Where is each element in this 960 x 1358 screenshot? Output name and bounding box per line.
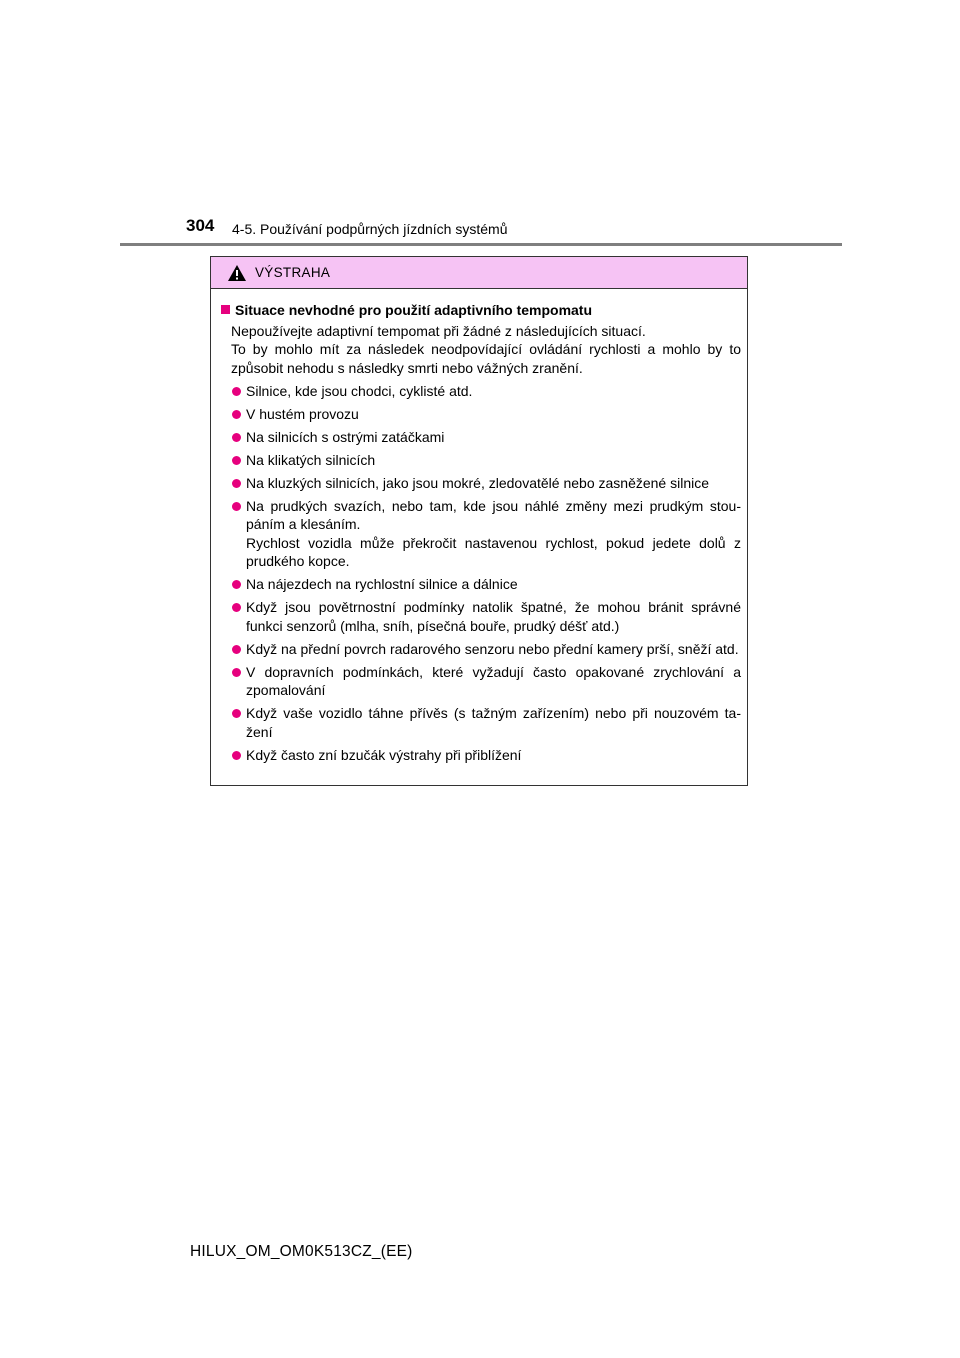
list-item (221, 663, 741, 700)
intro-paragraph (221, 322, 741, 378)
bullet-dot-icon (232, 387, 241, 396)
list-item-text: Když vaše vozidlo táhne přívěs (s tažným zařízením) nebo při nouzovém ta-žení (246, 705, 741, 740)
bullet-dot-icon (232, 479, 241, 488)
bullet-dot-icon (232, 751, 241, 760)
intro-line: Nepoužívejte adaptivní tempomat při žádné z následujících situací. (231, 322, 646, 339)
list-item-text: Na nájezdech na rychlostní silnice a dálnice (246, 576, 518, 592)
list-item-text: Na silnicích s ostrými zatáčkami (246, 428, 445, 445)
list-item (221, 746, 741, 765)
section-title: 4-5. Používání podpůrných jízdních systémů (232, 221, 508, 237)
warning-body (211, 289, 747, 764)
subheading-text: Situace nevhodné pro použití adaptivního tempomatu (235, 302, 593, 318)
list-item-text: Na kluzkých silnicích, jako jsou mokré, zledovatělé nebo zasněžené silnice (246, 474, 710, 491)
list-item (221, 704, 741, 741)
bullet-dot-icon (232, 645, 241, 654)
document-code: HILUX_OM_OM0K513CZ_(EE) (190, 1243, 413, 1260)
list-item-text: Když často zní bzučák výstrahy při přiblížení (246, 746, 522, 763)
warning-box (210, 256, 748, 786)
list-item (221, 640, 741, 659)
bullet-dot-icon (232, 580, 241, 589)
warning-triangle-icon (227, 264, 247, 282)
list-item (221, 575, 741, 594)
list-item (221, 428, 741, 447)
warning-subheading (221, 301, 741, 320)
list-item-text: Na klikatých silnicích (246, 451, 376, 468)
intro-line: To by mohlo mít za následek neodpovídající ovládání rychlosti a mohlo by to způsobit nehodu s následky smrti nebo vážných zranění. (231, 341, 741, 376)
bullet-dot-icon (232, 433, 241, 442)
list-item-text: Když na přední povrch radarového senzoru nebo přední kamery prší, sněží atd. (246, 640, 739, 657)
list-item (221, 405, 741, 424)
square-bullet-icon (221, 305, 230, 314)
list-item (221, 451, 741, 470)
bullet-dot-icon (232, 456, 241, 465)
list-item-text: Když jsou povětrnostní podmínky natolik špatné, že mohou bránit správné funkci senzorů (mlha, sníh, písečná bouře, prudký déšť atd.) (246, 599, 741, 634)
list-item-text: V dopravních podmínkách, které vyžadují často opakované zrychlování a zpomalování (246, 663, 741, 698)
list-item-main: Na prudkých svazích, nebo tam, kde jsou náhlé změny mezi prudkým stou-páním a klesáním. (246, 497, 741, 532)
warning-label: VÝSTRAHA (255, 265, 331, 280)
list-item (221, 598, 741, 635)
warning-header (211, 257, 747, 289)
list-item (221, 497, 741, 571)
bullet-dot-icon (232, 668, 241, 677)
page-number: 304 (186, 216, 215, 235)
list-item-text: V hustém provozu (246, 405, 359, 422)
list-item (221, 382, 741, 401)
bullet-dot-icon (232, 502, 241, 511)
list-item-text (246, 497, 741, 571)
bullet-dot-icon (232, 603, 241, 612)
bullet-dot-icon (232, 709, 241, 718)
header-rule (120, 243, 842, 246)
list-item (221, 474, 741, 493)
list-item-text: Silnice, kde jsou chodci, cyklisté atd. (246, 382, 473, 399)
list-item-note: Rychlost vozidla může překročit nastavenou rychlost, pokud jedete dolů z prudkého kopce. (246, 534, 741, 569)
bullet-dot-icon (232, 410, 241, 419)
